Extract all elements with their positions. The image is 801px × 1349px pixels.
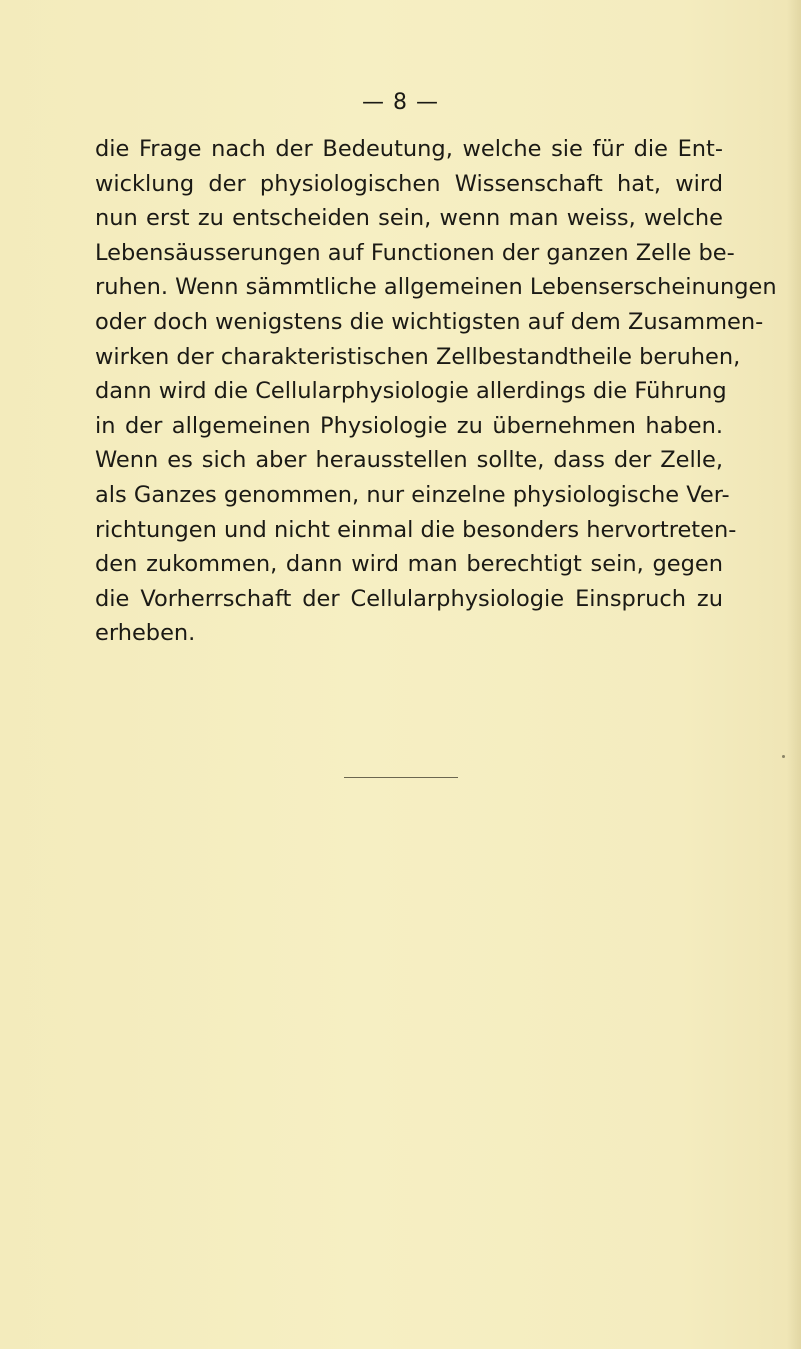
text-line: Lebensäusserungen auf Functionen der ganzen Zelle be-	[95, 239, 735, 266]
text-line: in der allgemeinen Physiologie zu übernehmen haben.	[95, 412, 723, 439]
body-paragraph	[95, 132, 777, 651]
page-number: — 8 —	[362, 90, 439, 115]
text-line: den zukommen, dann wird man berechtigt sein, gegen	[95, 551, 723, 578]
text-line: wirken der charakteristischen Zellbestandtheile beruhen,	[95, 343, 741, 370]
text-line: wicklung der physiologischen Wissenschaft hat, wird	[95, 170, 723, 197]
text-line: erheben.	[95, 620, 196, 647]
text-line: ruhen. Wenn sämmtliche allgemeinen Lebenserscheinungen	[95, 274, 777, 301]
text-line: als Ganzes genommen, nur einzelne physiologische Ver-	[95, 481, 730, 508]
text-line: richtungen und nicht einmal die besonders hervortreten-	[95, 516, 737, 543]
text-line: die Frage nach der Bedeutung, welche sie für die Ent-	[95, 136, 723, 162]
text-line: oder doch wenigstens die wichtigsten auf dem Zusammen-	[95, 308, 764, 335]
text-line: nun erst zu entscheiden sein, wenn man weiss, welche	[95, 205, 723, 232]
text-line: dann wird die Cellularphysiologie allerdings die Führung	[95, 378, 727, 405]
section-divider	[344, 777, 458, 778]
text-line: Wenn es sich aber herausstellen sollte, dass der Zelle,	[95, 447, 723, 474]
paper-speck	[782, 755, 785, 758]
text-line: die Vorherrschaft der Cellularphysiologie Einspruch zu	[95, 585, 723, 612]
page-edge-shadow	[787, 0, 801, 1349]
